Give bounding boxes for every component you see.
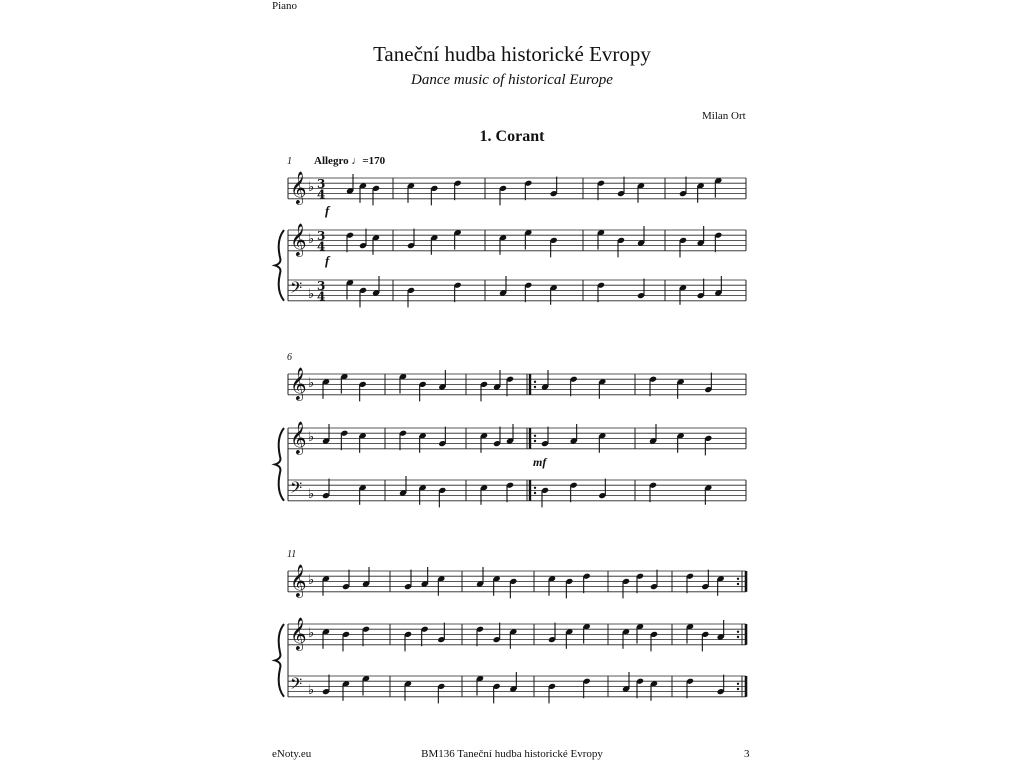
dynamic-mezzoforte: mf — [533, 455, 547, 469]
repeat-dot — [737, 578, 739, 580]
key-signature-flat: ♭ — [308, 376, 315, 391]
piano-brace — [275, 428, 284, 501]
bass-clef: 𝄢 — [290, 675, 303, 697]
key-signature-flat: ♭ — [308, 287, 315, 302]
time-signature-top: 3 — [317, 177, 326, 191]
tempo-marking: Allegro ♩=170 — [314, 155, 386, 167]
collection-subtitle: Dance music of historical Europe — [411, 72, 613, 88]
key-signature-flat: ♭ — [308, 683, 315, 698]
piano-brace — [275, 230, 284, 301]
piece-title: 1. Corant — [479, 128, 545, 145]
treble-clef: 𝄞 — [290, 421, 307, 454]
dynamic-forte-piano: f — [325, 253, 330, 268]
footer-catalog: BM136 Taneční hudba historické Evropy — [421, 748, 603, 760]
piano-brace — [275, 624, 284, 697]
time-signature-top: 3 — [317, 229, 326, 243]
treble-clef: 𝄞 — [290, 617, 307, 650]
key-signature-flat: ♭ — [308, 487, 315, 502]
key-signature-flat: ♭ — [308, 573, 315, 588]
bass-clef: 𝄢 — [290, 279, 303, 301]
page-number: 3 — [744, 748, 750, 760]
repeat-dot — [534, 381, 536, 383]
repeat-dot — [737, 631, 739, 633]
repeat-dot — [737, 583, 739, 585]
repeat-dot — [737, 688, 739, 690]
repeat-dot — [534, 440, 536, 442]
instrument-label: Piano — [272, 0, 298, 12]
repeat-dot — [534, 492, 536, 494]
repeat-dot — [534, 487, 536, 489]
key-signature-flat: ♭ — [308, 430, 315, 445]
time-signature-bottom: 4 — [317, 187, 326, 202]
bass-clef: 𝄢 — [290, 479, 303, 501]
repeat-dot — [534, 435, 536, 437]
repeat-dot — [534, 386, 536, 388]
collection-title: Taneční hudba historické Evropy — [373, 42, 651, 66]
time-signature-bottom: 4 — [317, 239, 326, 254]
repeat-dot — [737, 683, 739, 685]
footer-publisher: eNoty.eu — [272, 748, 312, 760]
time-signature-top: 3 — [317, 279, 326, 293]
time-signature-bottom: 4 — [317, 289, 326, 304]
dynamic-forte-melody: f — [325, 203, 330, 218]
key-signature-flat: ♭ — [308, 626, 315, 641]
measure-number-11: 11 — [287, 549, 297, 560]
treble-clef: 𝄞 — [290, 564, 307, 597]
treble-clef: 𝄞 — [290, 223, 307, 256]
repeat-dot — [737, 636, 739, 638]
composer-name: Milan Ort — [702, 110, 746, 122]
measure-number-6: 6 — [287, 352, 292, 363]
treble-clef: 𝄞 — [290, 367, 307, 400]
key-signature-flat: ♭ — [308, 232, 315, 247]
measure-number-1: 1 — [287, 156, 292, 167]
treble-clef: 𝄞 — [290, 171, 307, 204]
key-signature-flat: ♭ — [308, 180, 315, 195]
